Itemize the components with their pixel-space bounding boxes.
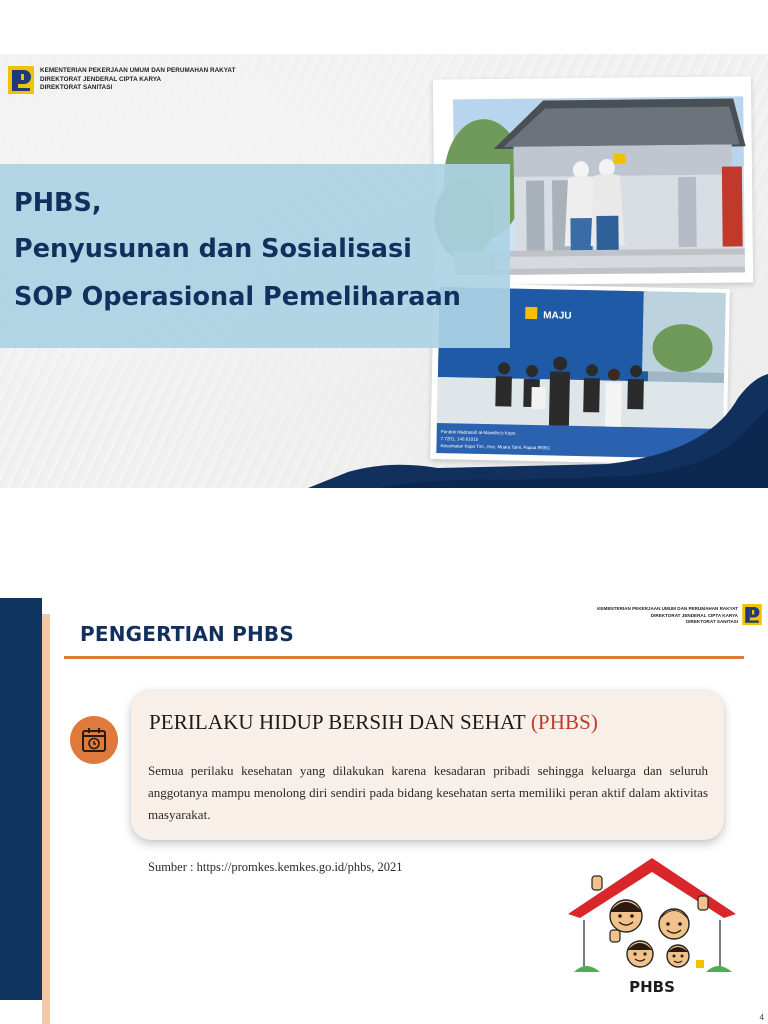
ministry-small-line-3: DIREKTORAT SANITASI [685, 619, 738, 624]
definition-title-main: PERILAKU HIDUP BERSIH DAN SEHAT [149, 710, 526, 734]
definition-card [131, 690, 724, 840]
ministry-header-small [597, 606, 738, 626]
phbs-label: PHBS [629, 978, 675, 996]
orange-divider [64, 656, 744, 659]
navy-wave-decoration [308, 368, 768, 488]
phbs-family-illustration [556, 856, 748, 1002]
calendar-clock-icon [80, 726, 108, 754]
title-line-2: Penyusunan dan Sosialisasi [14, 234, 412, 264]
definition-body: Semua perilaku kesehatan yang dilakukan karena kesadaran pribadi sehingga keluarga dan seluruh anggotanya mampu menolong diri sendiri pada bidang kesehatan serta memiliki peran aktif dalam aktivitas masyarakat. [148, 763, 708, 822]
title-line-3: SOP Operasional Pemeliharaan [14, 282, 461, 312]
section-title: PENGERTIAN PHBS [80, 622, 294, 646]
caption-line-3: Kecamatan Kopo Tim., Kec. Muara Tami, Papua 99351 [440, 443, 551, 451]
title-line-1: PHBS, [14, 188, 102, 218]
definition-title-acronym: (PHBS) [530, 710, 598, 734]
caption-line-1: Pondok Madrasah al-Mawdhu'y Kopo [440, 429, 516, 436]
definition-title [149, 710, 598, 735]
family-house-icon [556, 856, 748, 980]
ministry-small-line-2: DIREKTORAT JENDERAL CIPTA KARYA [650, 612, 738, 618]
page-number: 4 [759, 1013, 764, 1022]
ministry-line-3: DIREKTORAT SANITASI [40, 84, 113, 92]
sidebar-peach-bar [42, 614, 50, 1024]
definition-slide [0, 598, 768, 1024]
source-citation: Sumber : https://promkes.kemkes.go.id/phbs, 2021 [148, 860, 403, 874]
ministry-small-line-1: KEMENTERIAN PEKERJAAN UMUM DAN PERUMAHAN RAKYAT [597, 606, 738, 611]
pu-logo-small-icon [742, 604, 762, 625]
ministry-line-2: DIREKTORAT JENDERAL CIPTA KARYA [40, 75, 162, 83]
title-band [0, 164, 510, 348]
sidebar-navy-bar [0, 598, 42, 1000]
ministry-line-1: KEMENTERIAN PEKERJAAN UMUM DAN PERUMAHAN RAKYAT [40, 67, 236, 74]
sign-text: MAJU [543, 310, 572, 322]
pu-logo-icon [8, 66, 34, 94]
calendar-icon-badge [70, 716, 118, 764]
ministry-header [8, 66, 235, 94]
caption-line-2: 7.7201, 140.61015 [440, 436, 479, 442]
cover-slide [0, 54, 768, 488]
